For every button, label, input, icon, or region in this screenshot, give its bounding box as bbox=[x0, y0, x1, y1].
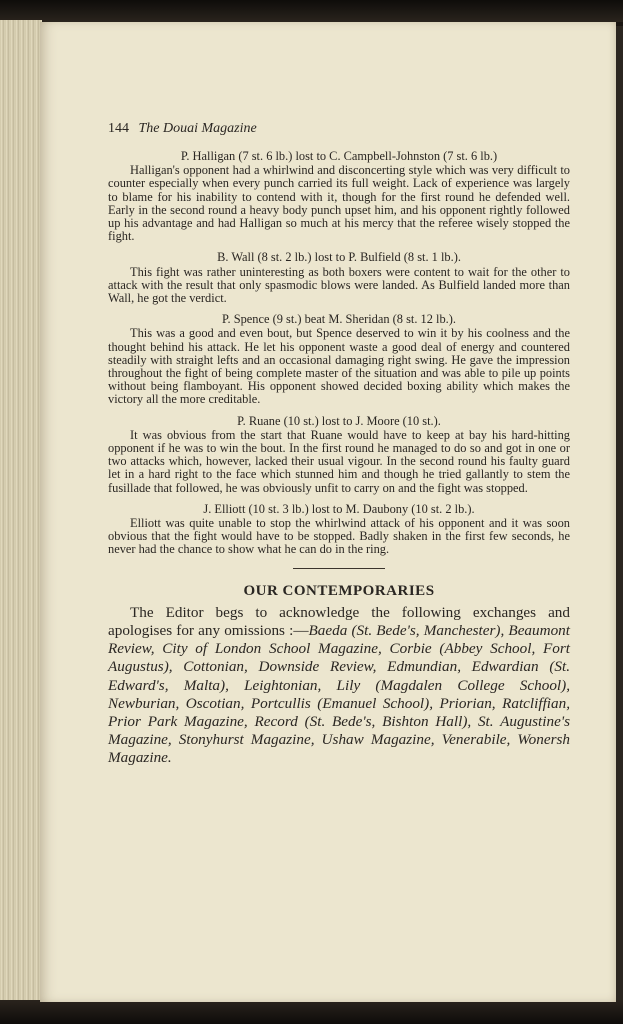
contemporaries-list: Baeda (St. Bede's, Manchester), Beaumont Review, City of London School Magazine, Corbie (Abbey School, Fort Augustus), Cottonian, Downside Review, Edmundian, Edwardian (St. Edward's, Malta), Leightonian, Lily (Magdalen College School), Newburian, Oscotian, Portcullis (Emanuel School), Priorian, Ratcliffian, Prior Park Magazine, Record (St. Bede's, Bishton Hall), St. Augustine's Magazine, Stonyhurst Magazine, Ushaw Magazine, Venerabile, Wonersh Magazine. bbox=[108, 621, 570, 767]
bout-heading: J. Elliott (10 st. 3 lb.) lost to M. Daubony (10 st. 2 lb.). bbox=[203, 501, 475, 516]
bout-2 bbox=[108, 313, 570, 406]
bout-report: This fight was rather uninteresting as both boxers were content to wait for the other to attack with the result that only spasmodic blows were landed. As Bulfield landed more than Wall, he got the verdict. bbox=[108, 264, 570, 306]
scan-top-edge bbox=[0, 0, 623, 22]
page-number: 144 bbox=[108, 121, 129, 136]
bout-report: Elliott was quite unable to stop the whirlwind attack of his opponent and it was soon obvious that the fight would have to be stopped. Badly shaken in the first few seconds, he never had the chance to show what he can do in the ring. bbox=[108, 516, 570, 557]
scan-bottom-edge bbox=[0, 1000, 623, 1024]
bout-report: This was a good and even bout, but Spence deserved to win it by his coolness and the thought behind his attack. He let his opponent waste a good deal of energy and countered steadily with straight lefts and an occasional damaging right swing. He gave the impression throughout the fight of being complete master of the situation and was able to pile up points without being flamboyant. His opponent showed decided boxing ability which makes the victory all the more creditable. bbox=[108, 326, 570, 407]
bout-heading: P. Spence (9 st.) beat M. Sheridan (8 st. 12 lb.). bbox=[221, 312, 456, 327]
bout-heading: B. Wall (8 st. 2 lb.) lost to P. Bulfield (8 st. 1 lb.). bbox=[217, 250, 461, 265]
section-divider bbox=[293, 568, 385, 569]
section-title: OUR CONTEMPORARIES bbox=[243, 582, 435, 599]
bout-report: It was obvious from the start that Ruane would have to keep at bay his hard-hitting opponent if he was to win the bout. In the first round he managed to do so and got in one or two attacks which, however, lacked their usual vigour. In the second round his faulty guard let in a hard right to the face which stunned him and though he tried gallantly to stem the fusillade that followed, he was obviously unfit to carry on and the fight was stopped. bbox=[108, 427, 570, 495]
running-head bbox=[108, 120, 570, 138]
bout-heading: P. Ruane (10 st.) lost to J. Moore (10 st.). bbox=[237, 413, 441, 428]
page-content bbox=[108, 120, 570, 768]
bout-1 bbox=[108, 251, 570, 305]
bout-3 bbox=[108, 415, 570, 495]
bout-4 bbox=[108, 503, 570, 557]
book-page-stack bbox=[0, 20, 42, 1005]
bout-0 bbox=[108, 150, 570, 243]
bout-heading: P. Halligan (7 st. 6 lb.) lost to C. Campbell-Johnston (7 st. 6 lb.) bbox=[180, 149, 498, 163]
running-title: The Douai Magazine bbox=[138, 121, 257, 136]
contemporaries-intro: The Editor begs to acknowledge the following exchanges and apologises for any omissions :— bbox=[108, 603, 570, 639]
bout-report: Halligan's opponent had a whirlwind and disconcerting style which was very difficult to counter especially when every punch carried its full weight. Lack of experience was largely to blame for his inability to contend with it, though for the first round he defended well. Early in the second round a heavy body punch upset him, and his opponent rightly followed up his advantage and had Halligan so much at his mercy that the referee wisely stopped the fight. bbox=[108, 163, 570, 244]
contemporaries-paragraph bbox=[108, 604, 570, 768]
